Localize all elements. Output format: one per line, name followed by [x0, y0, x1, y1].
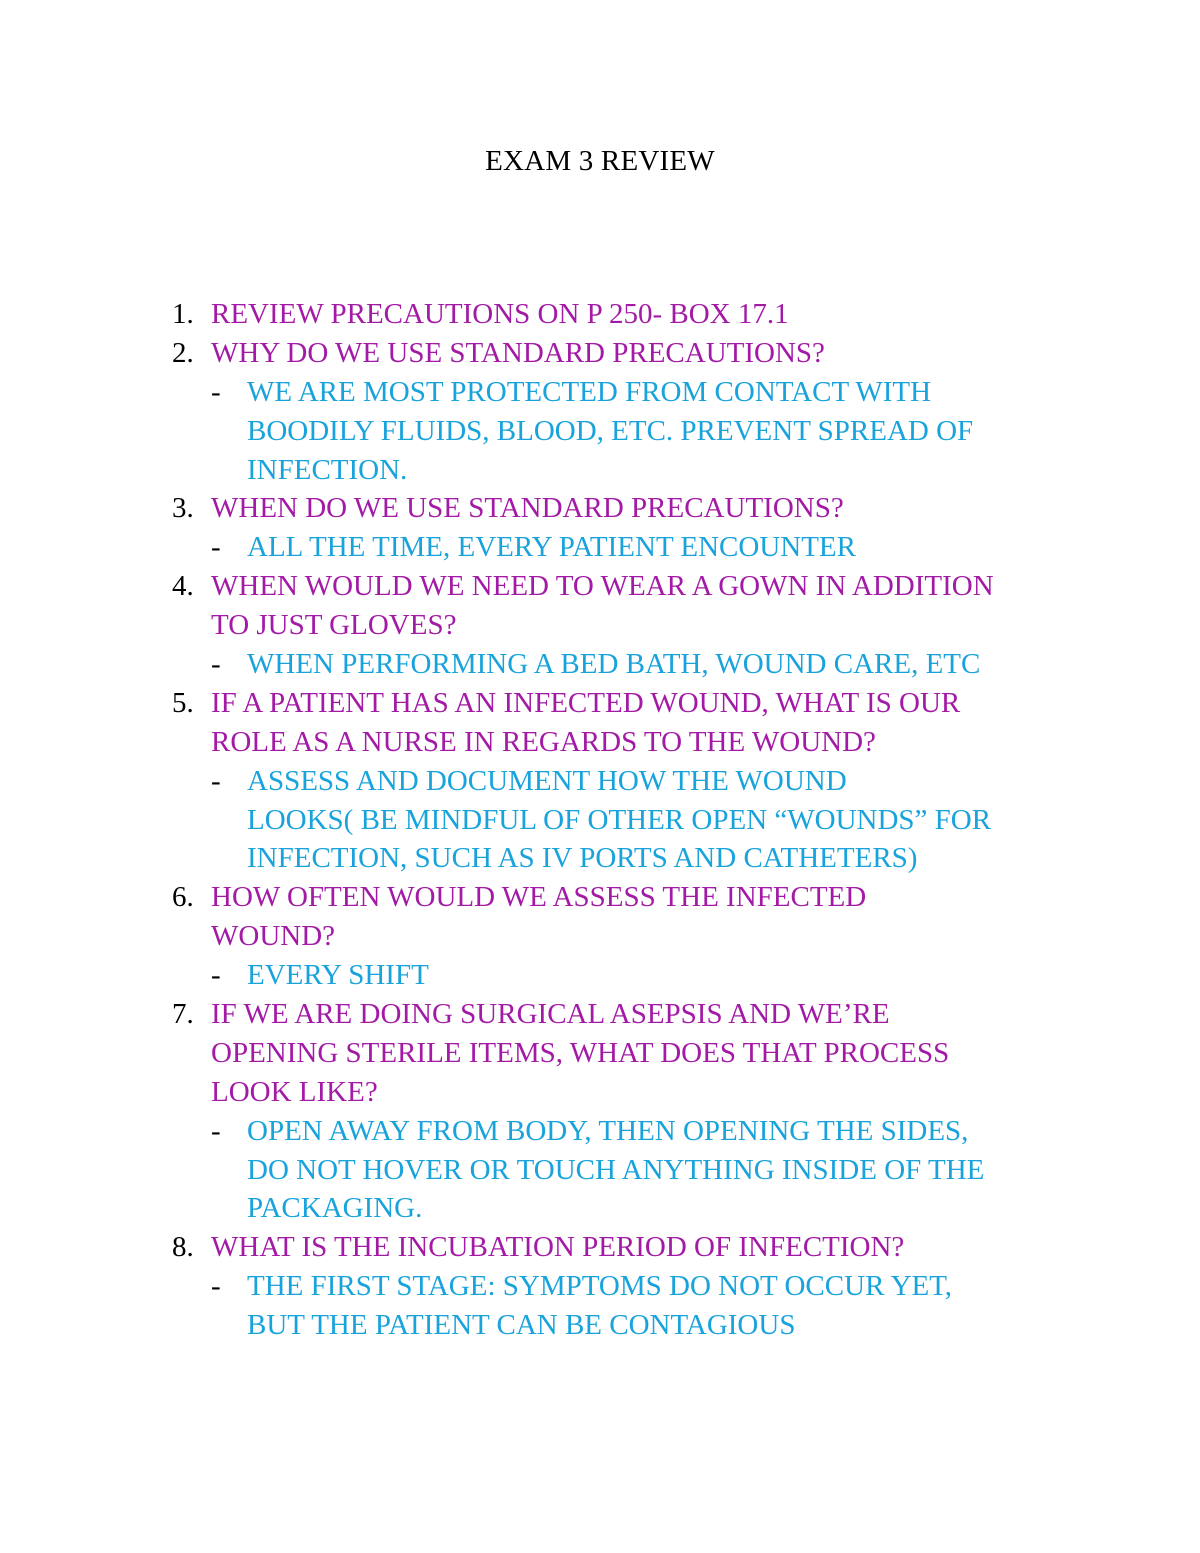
answer-text: ALL THE TIME, EVERY PATIENT ENCOUNTER [247, 531, 856, 564]
item-number: 6. [172, 881, 194, 914]
answer-line [0, 645, 1200, 684]
question-line [0, 1228, 1200, 1267]
answer-bullet: - [211, 1114, 221, 1147]
item-number: 2. [172, 336, 194, 369]
question-line [0, 917, 1200, 956]
review-list [0, 295, 1200, 1345]
question-text: REVIEW PRECAUTIONS ON P 250- BOX 17.1 [211, 298, 789, 330]
item-number: 5. [172, 686, 194, 719]
answer-line [0, 1306, 1200, 1345]
answer-line [0, 451, 1200, 490]
answer-bullet: - [211, 1270, 221, 1303]
review-item [0, 567, 1200, 684]
answer-text: BUT THE PATIENT CAN BE CONTAGIOUS [247, 1309, 796, 1342]
question-line [0, 723, 1200, 762]
question-line [0, 1034, 1200, 1073]
item-number: 1. [172, 298, 194, 330]
review-item [0, 489, 1200, 567]
answer-bullet: - [211, 764, 221, 797]
question-line [0, 567, 1200, 606]
question-line [0, 684, 1200, 723]
review-item [0, 295, 1200, 334]
answer-line [0, 528, 1200, 567]
answer-line [0, 412, 1200, 451]
answer-line [0, 839, 1200, 878]
review-item [0, 1228, 1200, 1345]
question-text: WHEN DO WE USE STANDARD PRECAUTIONS? [211, 492, 844, 525]
question-line [0, 995, 1200, 1034]
answer-text: WHEN PERFORMING A BED BATH, WOUND CARE, ETC [247, 648, 981, 681]
review-item [0, 334, 1200, 490]
question-line [0, 878, 1200, 917]
question-text: TO JUST GLOVES? [211, 609, 457, 642]
document-title: EXAM 3 REVIEW [485, 145, 715, 177]
answer-bullet: - [211, 531, 221, 564]
review-item [0, 684, 1200, 878]
item-number: 4. [172, 570, 194, 603]
review-item [0, 878, 1200, 995]
answer-text: INFECTION, SUCH AS IV PORTS AND CATHETERS) [247, 842, 918, 875]
question-text: WOUND? [211, 920, 336, 953]
answer-text: BOODILY FLUIDS, BLOOD, ETC. PREVENT SPREAD OF [247, 414, 974, 447]
answer-line [0, 801, 1200, 840]
question-text: WHAT IS THE INCUBATION PERIOD OF INFECTION? [211, 1231, 905, 1264]
question-line [0, 606, 1200, 645]
item-number: 7. [172, 998, 194, 1031]
answer-text: PACKAGING. [247, 1192, 423, 1225]
answer-text: OPEN AWAY FROM BODY, THEN OPENING THE SIDES, [247, 1114, 969, 1147]
answer-line [0, 1189, 1200, 1228]
answer-text: THE FIRST STAGE: SYMPTOMS DO NOT OCCUR YET, [247, 1270, 953, 1303]
item-number: 8. [172, 1231, 194, 1264]
answer-text: WE ARE MOST PROTECTED FROM CONTACT WITH [247, 375, 932, 408]
answer-text: LOOKS( BE MINDFUL OF OTHER OPEN “WOUNDS” FOR [247, 803, 992, 836]
answer-bullet: - [211, 648, 221, 681]
item-number: 3. [172, 492, 194, 525]
question-line [0, 1073, 1200, 1112]
answer-text: ASSESS AND DOCUMENT HOW THE WOUND [247, 764, 847, 797]
answer-line [0, 1267, 1200, 1306]
answer-text: INFECTION. [247, 453, 408, 486]
answer-text: DO NOT HOVER OR TOUCH ANYTHING INSIDE OF THE [247, 1153, 985, 1186]
question-text: HOW OFTEN WOULD WE ASSESS THE INFECTED [211, 881, 867, 914]
question-text: ROLE AS A NURSE IN REGARDS TO THE WOUND? [211, 725, 876, 758]
answer-bullet: - [211, 375, 221, 408]
question-text: WHY DO WE USE STANDARD PRECAUTIONS? [211, 336, 825, 369]
question-text: WHEN WOULD WE NEED TO WEAR A GOWN IN ADDITION [211, 570, 994, 603]
answer-line [0, 1112, 1200, 1151]
question-text: IF A PATIENT HAS AN INFECTED WOUND, WHAT IS OUR [211, 686, 961, 719]
question-text: OPENING STERILE ITEMS, WHAT DOES THAT PROCESS [211, 1036, 950, 1069]
review-item [0, 995, 1200, 1228]
answer-line [0, 1151, 1200, 1190]
question-line [0, 295, 1200, 334]
answer-text: EVERY SHIFT [247, 959, 429, 992]
question-line [0, 489, 1200, 528]
answer-line [0, 762, 1200, 801]
answer-bullet: - [211, 959, 221, 992]
question-line [0, 334, 1200, 373]
answer-line [0, 373, 1200, 412]
answer-line [0, 956, 1200, 995]
question-text: LOOK LIKE? [211, 1075, 378, 1108]
question-text: IF WE ARE DOING SURGICAL ASEPSIS AND WE’RE [211, 998, 890, 1031]
